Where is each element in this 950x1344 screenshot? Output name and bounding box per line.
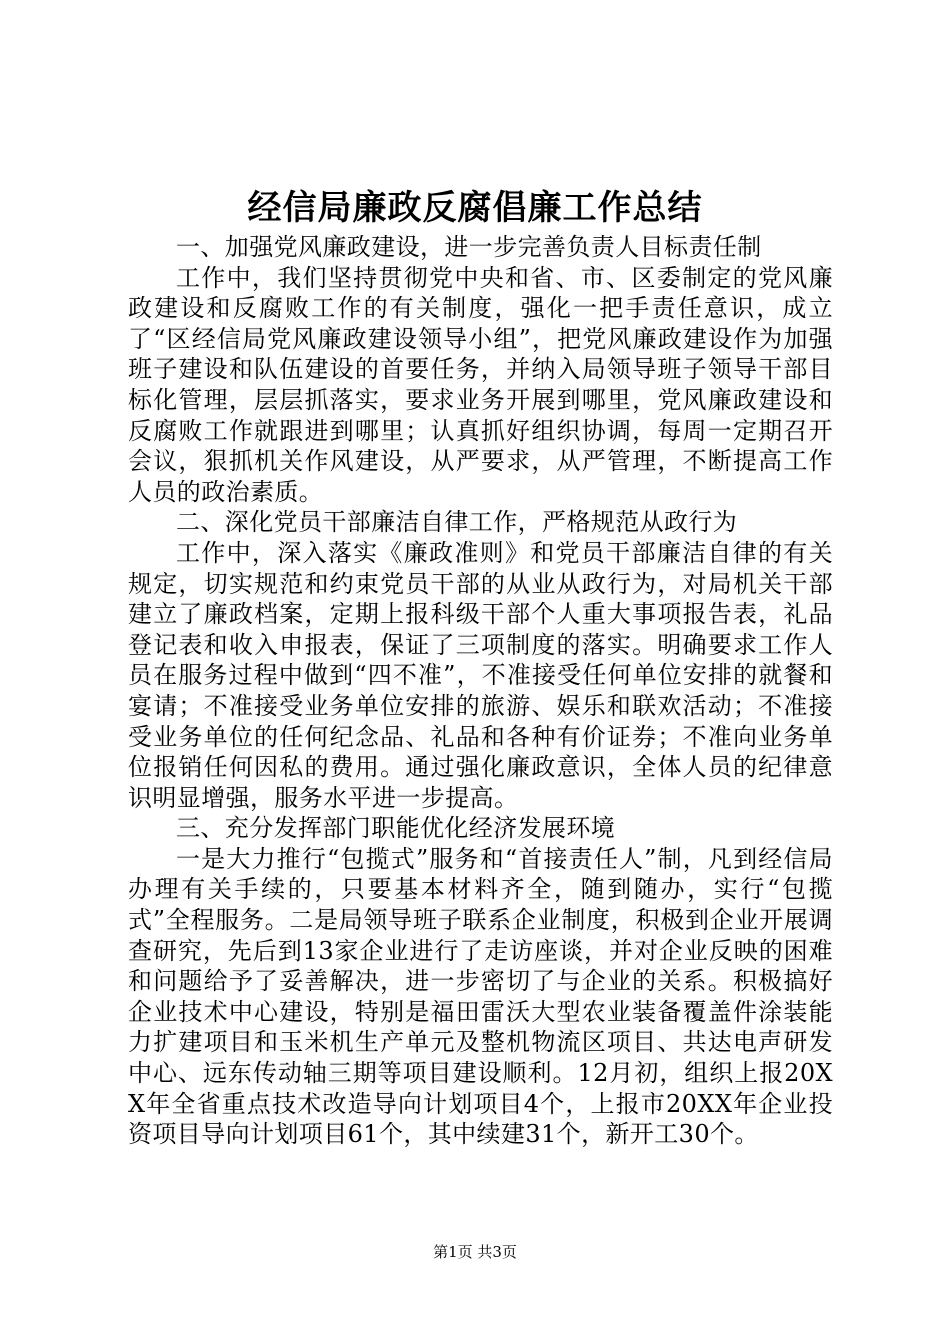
page-number-footer: 第1页 共3页	[433, 1243, 517, 1261]
section-heading-2: 二、深化党员干部廉洁自律工作，严格规范从政行为	[176, 508, 738, 537]
section-paragraph-1: 工作中，我们坚持贯彻党中央和省、市、区委制定的党风廉政建设和反腐败工作的有关制度，强化一把手责任意识，成立了“区经信局党风廉政建设领导小组”，把党风廉政建设作为加强班子建设和队伍建设的首要任务，并纳入局领导班子领导干部目标化管理，层层抓落实，要求业务开展到哪里，党风廉政建设和反腐败工作就跟进到哪里；认真抓好组织协调，每周一定期召开会议，狠抓机关作风建设，从严要求，从严管理，不断提高工作人员的政治素质。	[128, 263, 833, 506]
section-paragraph-2: 工作中，深入落实《廉政准则》和党员干部廉洁自律的有关规定，切实规范和约束党员干部的从业从政行为，对局机关干部建立了廉政档案，定期上报科级干部个人重大事项报告表，礼品登记表和收入申报表，保证了三项制度的落实。明确要求工作人员在服务过程中做到“四不准”，不准接受任何单位安排的就餐和宴请；不准接受业务单位安排的旅游、娱乐和联欢活动；不准接受业务单位的任何纪念品、礼品和各种有价证券；不准向业务单位报销任何因私的费用。通过强化廉政意识，全体人员的纪律意识明显增强，服务水平进一步提高。	[128, 538, 833, 812]
document-title: 经信局廉政反腐倡廉工作总结	[247, 188, 703, 228]
document-body	[128, 232, 833, 1150]
section-heading-3: 三、充分发挥部门职能优化经济发展环境	[176, 814, 616, 843]
section-paragraph-3: 一是大力推行“包揽式”服务和“首接责任人”制，凡到经信局办理有关手续的，只要基本材料齐全，随到随办，实行“包揽式”全程服务。二是局领导班子联系企业制度，积极到企业开展调查研究，先后到13家企业进行了走访座谈，并对企业反映的困难和问题给予了妥善解决，进一步密切了与企业的关系。积极搞好企业技术中心建设，特别是福田雷沃大型农业装备覆盖件涂装能力扩建项目和玉米机生产单元及整机物流区项目、共达电声研发中心、远东传动轴三期等项目建设顺利。12月初，组织上报20XX年全省重点技术改造导向计划项目4个，上报市20XX年企业投资项目导向计划项目61个，其中续建31个，新开工30个。	[128, 844, 833, 1149]
section-heading-1: 一、加强党风廉政建设，进一步完善负责人目标责任制	[176, 233, 762, 261]
